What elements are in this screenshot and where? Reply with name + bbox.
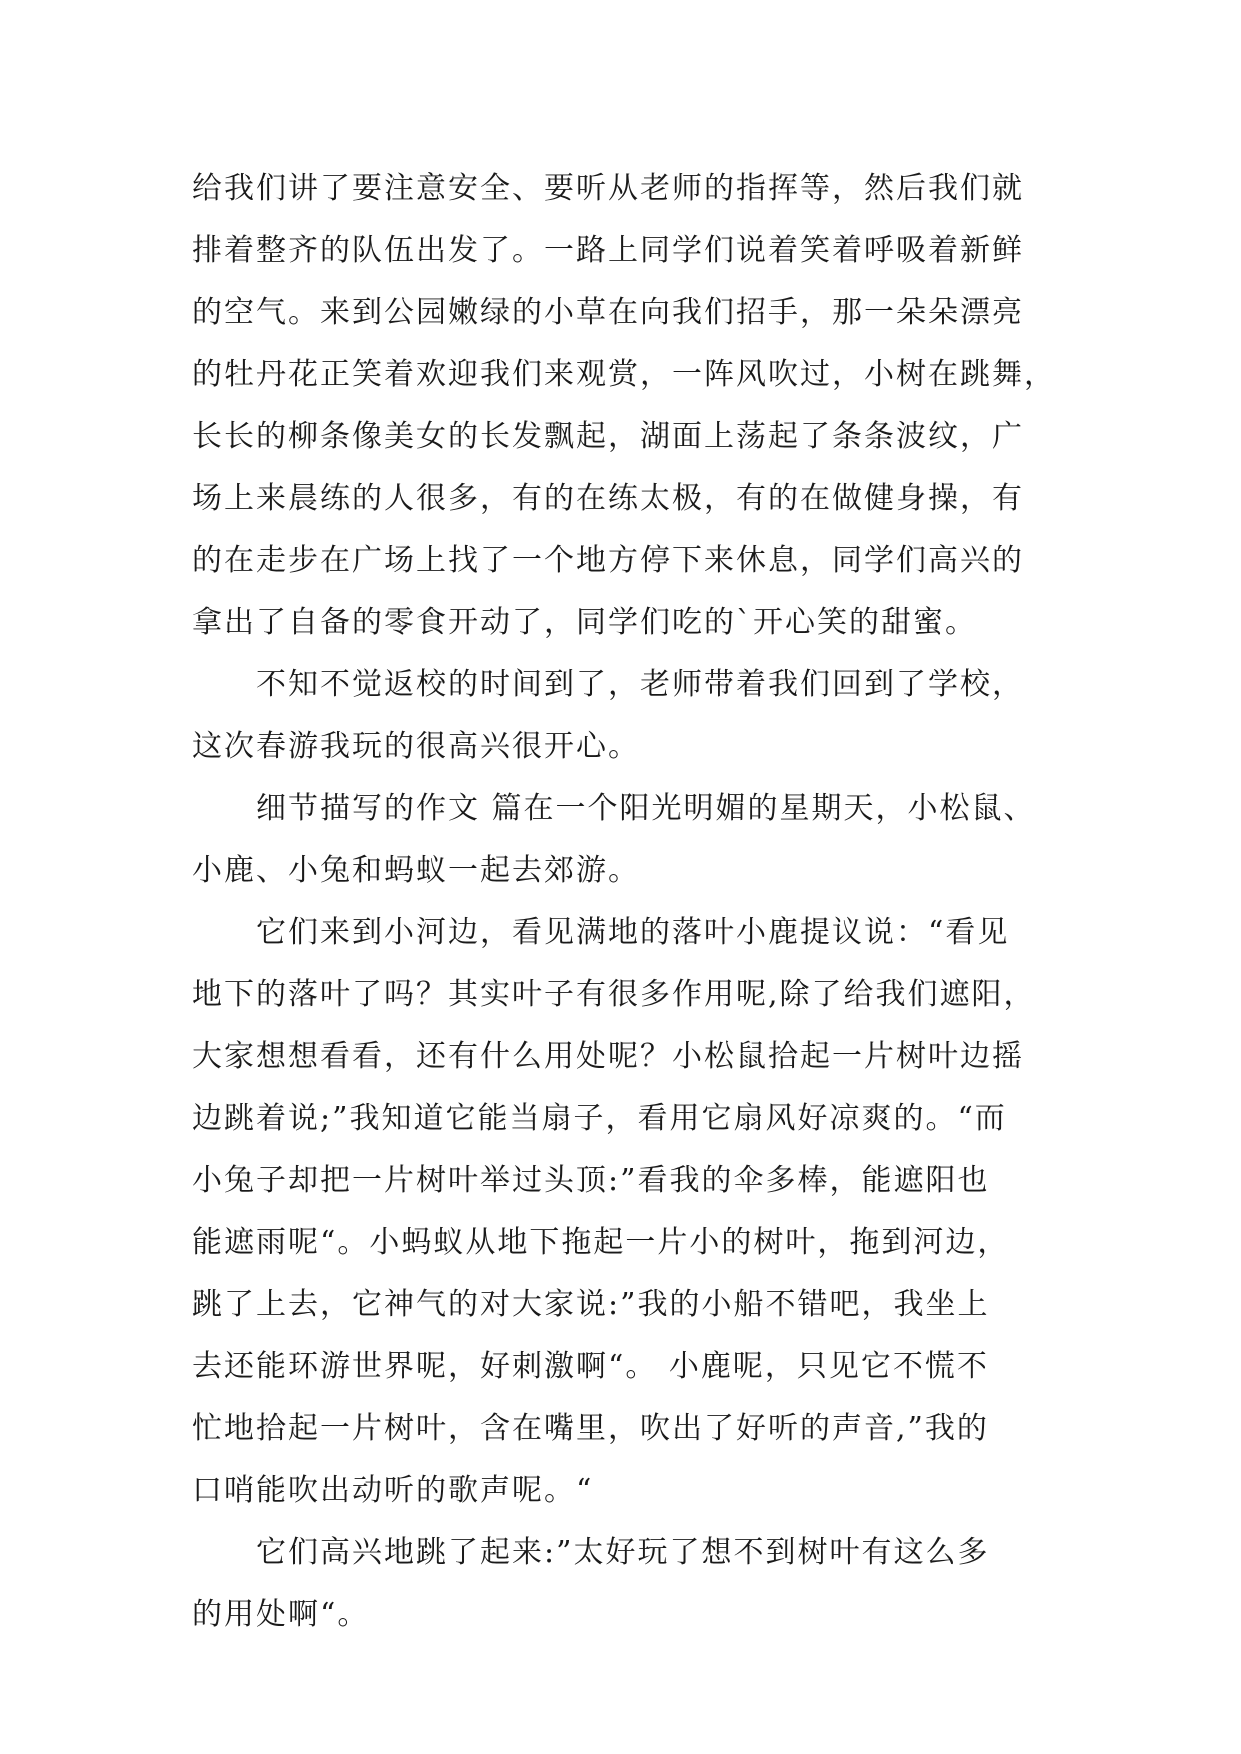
text-line: 这次春游我玩的很高兴很开心。 <box>192 729 640 764</box>
text-line: 去还能环游世界呢，好刺激啊“。 小鹿呢，只见它不慌不 <box>192 1349 989 1384</box>
text-line: 小鹿、小兔和蚂蚁一起去郊游。 <box>192 853 640 888</box>
text-line: 小兔子却把一片树叶举过头顶:”看我的伞多棒，能遮阳也 <box>192 1163 990 1198</box>
text-line: 排着整齐的队伍出发了。一路上同学们说着笑着呼吸着新鲜 <box>192 233 1024 268</box>
text-line: 的用处啊“。 <box>192 1597 370 1632</box>
text-line: 它们来到小河边，看见满地的落叶小鹿提议说：“看见 <box>192 915 1010 950</box>
text-line: 边跳着说;”我知道它能当扇子，看用它扇风好凉爽的。“而 <box>192 1101 1007 1136</box>
text-line: 长长的柳条像美女的长发飘起，湖面上荡起了条条波纹，广 <box>192 419 1024 454</box>
text-line: 忙地拾起一片树叶，含在嘴里，吹出了好听的声音,”我的 <box>192 1411 989 1446</box>
text-line: 不知不觉返校的时间到了，老师带着我们回到了学校， <box>192 667 1024 702</box>
text-line: 大家想想看看，还有什么用处呢？小松鼠拾起一片树叶边摇 <box>192 1039 1024 1074</box>
text-line: 细节描写的作文 篇在一个阳光明媚的星期天，小松鼠、 <box>192 791 1036 826</box>
text-line: 拿出了自备的零食开动了，同学们吃的`开心笑的甜蜜。 <box>192 605 977 640</box>
text-line: 的牡丹花正笑着欢迎我们来观赏，一阵风吹过，小树在跳舞， <box>192 357 1056 392</box>
text-line: 给我们讲了要注意安全、要听从老师的指挥等，然后我们就 <box>192 171 1024 206</box>
text-line: 能遮雨呢“。小蚂蚁从地下拖起一片小的树叶，拖到河边， <box>192 1225 1010 1260</box>
text-line: 的在走步在广场上找了一个地方停下来休息，同学们高兴的 <box>192 543 1024 578</box>
text-line: 地下的落叶了吗？其实叶子有很多作用呢,除了给我们遮阳， <box>192 977 1036 1012</box>
text-line: 口哨能吹出动听的歌声呢。“ <box>192 1473 594 1508</box>
document-body <box>192 158 1054 1646</box>
text-line: 跳了上去，它神气的对大家说:”我的小船不错吧，我坐上 <box>192 1287 990 1322</box>
text-line: 场上来晨练的人很多，有的在练太极，有的在做健身操，有 <box>192 481 1024 516</box>
text-line: 的空气。来到公园嫩绿的小草在向我们招手，那一朵朵漂亮 <box>192 295 1024 330</box>
text-line: 它们高兴地跳了起来:”太好玩了想不到树叶有这么多 <box>192 1535 990 1570</box>
